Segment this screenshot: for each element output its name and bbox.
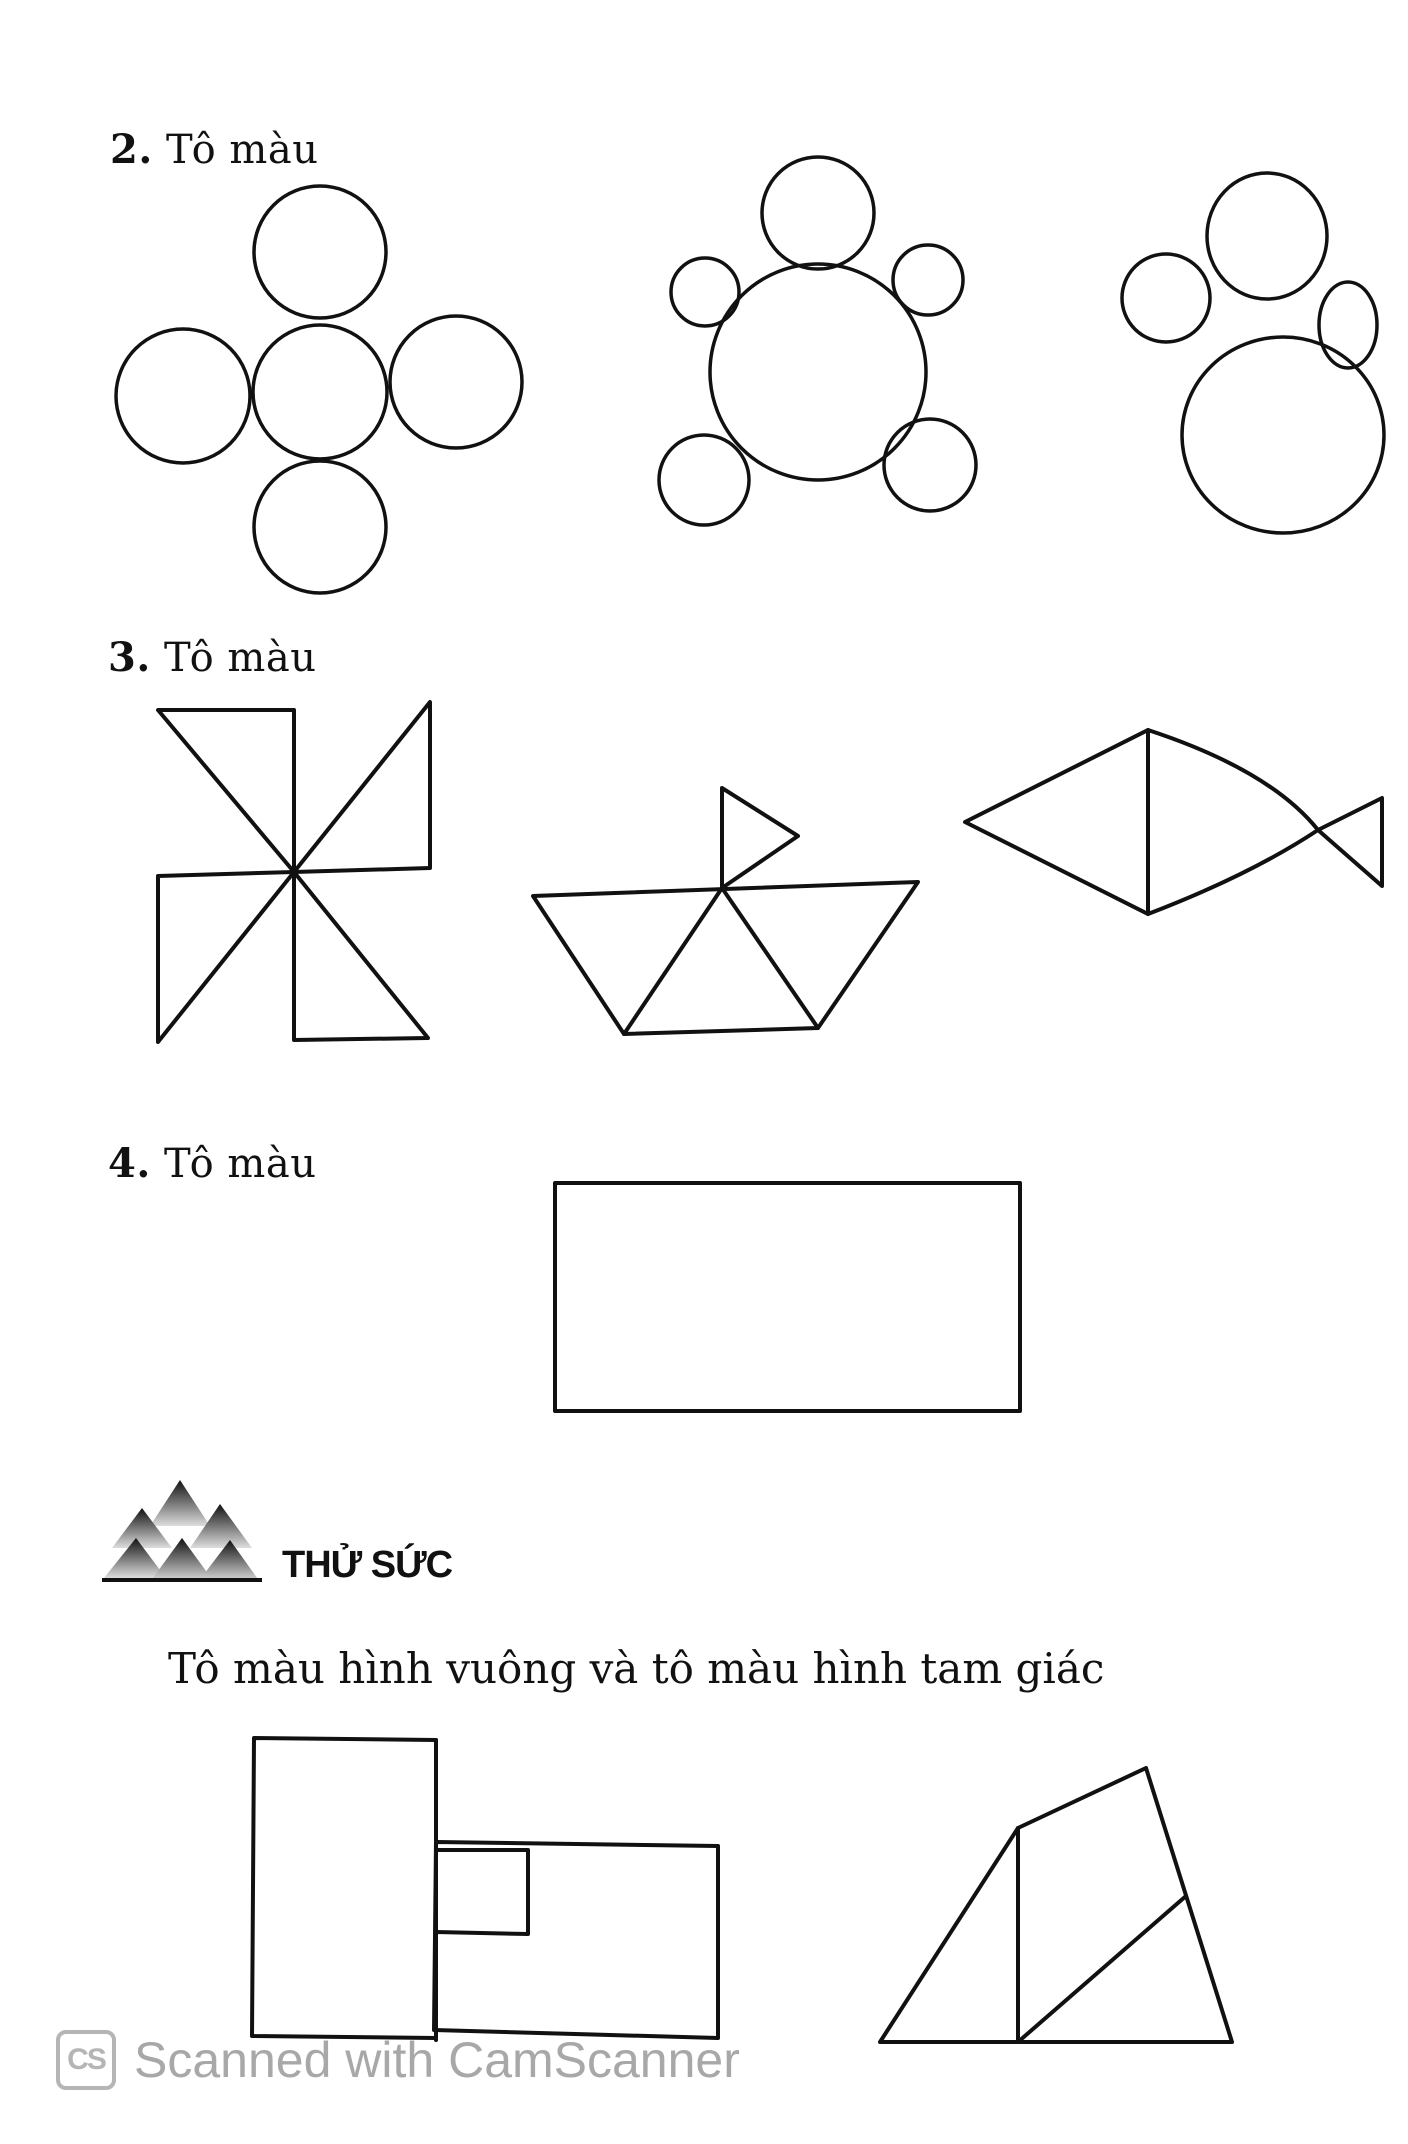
mountains-icon	[102, 1478, 262, 1588]
fish-figure	[965, 730, 1382, 914]
exercise-label: Tô màu	[165, 127, 319, 173]
challenge-instruction: Tô màu hình vuông và tô màu hình tam giác	[168, 1644, 1105, 1693]
overlapping-squares-figure	[252, 1738, 718, 2040]
camscanner-watermark	[56, 2030, 740, 2090]
exercise-number: 4.	[108, 1140, 151, 1187]
sailboat-figure	[533, 788, 918, 1034]
circle-cross-figure	[116, 186, 522, 593]
exercise-2-figures	[0, 160, 1408, 780]
exercise-number: 3.	[108, 634, 151, 681]
camscanner-logo: CS	[56, 2030, 116, 2090]
exercise-4-heading	[108, 1140, 316, 1187]
turtle-circles-figure	[659, 157, 976, 525]
exercise-3-heading	[108, 634, 316, 681]
pinwheel-figure	[158, 702, 430, 1042]
challenge-figures	[0, 1730, 1408, 2050]
rectangle-shape	[555, 1183, 1020, 1411]
camscanner-text: Scanned with CamScanner	[134, 2032, 740, 2088]
exercise-4-figure	[552, 1180, 1032, 1420]
triangle-pieces-figure	[880, 1768, 1232, 2042]
exercise-number: 2.	[110, 126, 153, 173]
exercise-label: Tô màu	[163, 1141, 317, 1187]
exercise-label: Tô màu	[163, 635, 317, 681]
exercise-3-figures	[0, 690, 1408, 1070]
challenge-title: THỬ SỨC	[282, 1544, 453, 1586]
paw-circles-figure	[1122, 173, 1384, 533]
